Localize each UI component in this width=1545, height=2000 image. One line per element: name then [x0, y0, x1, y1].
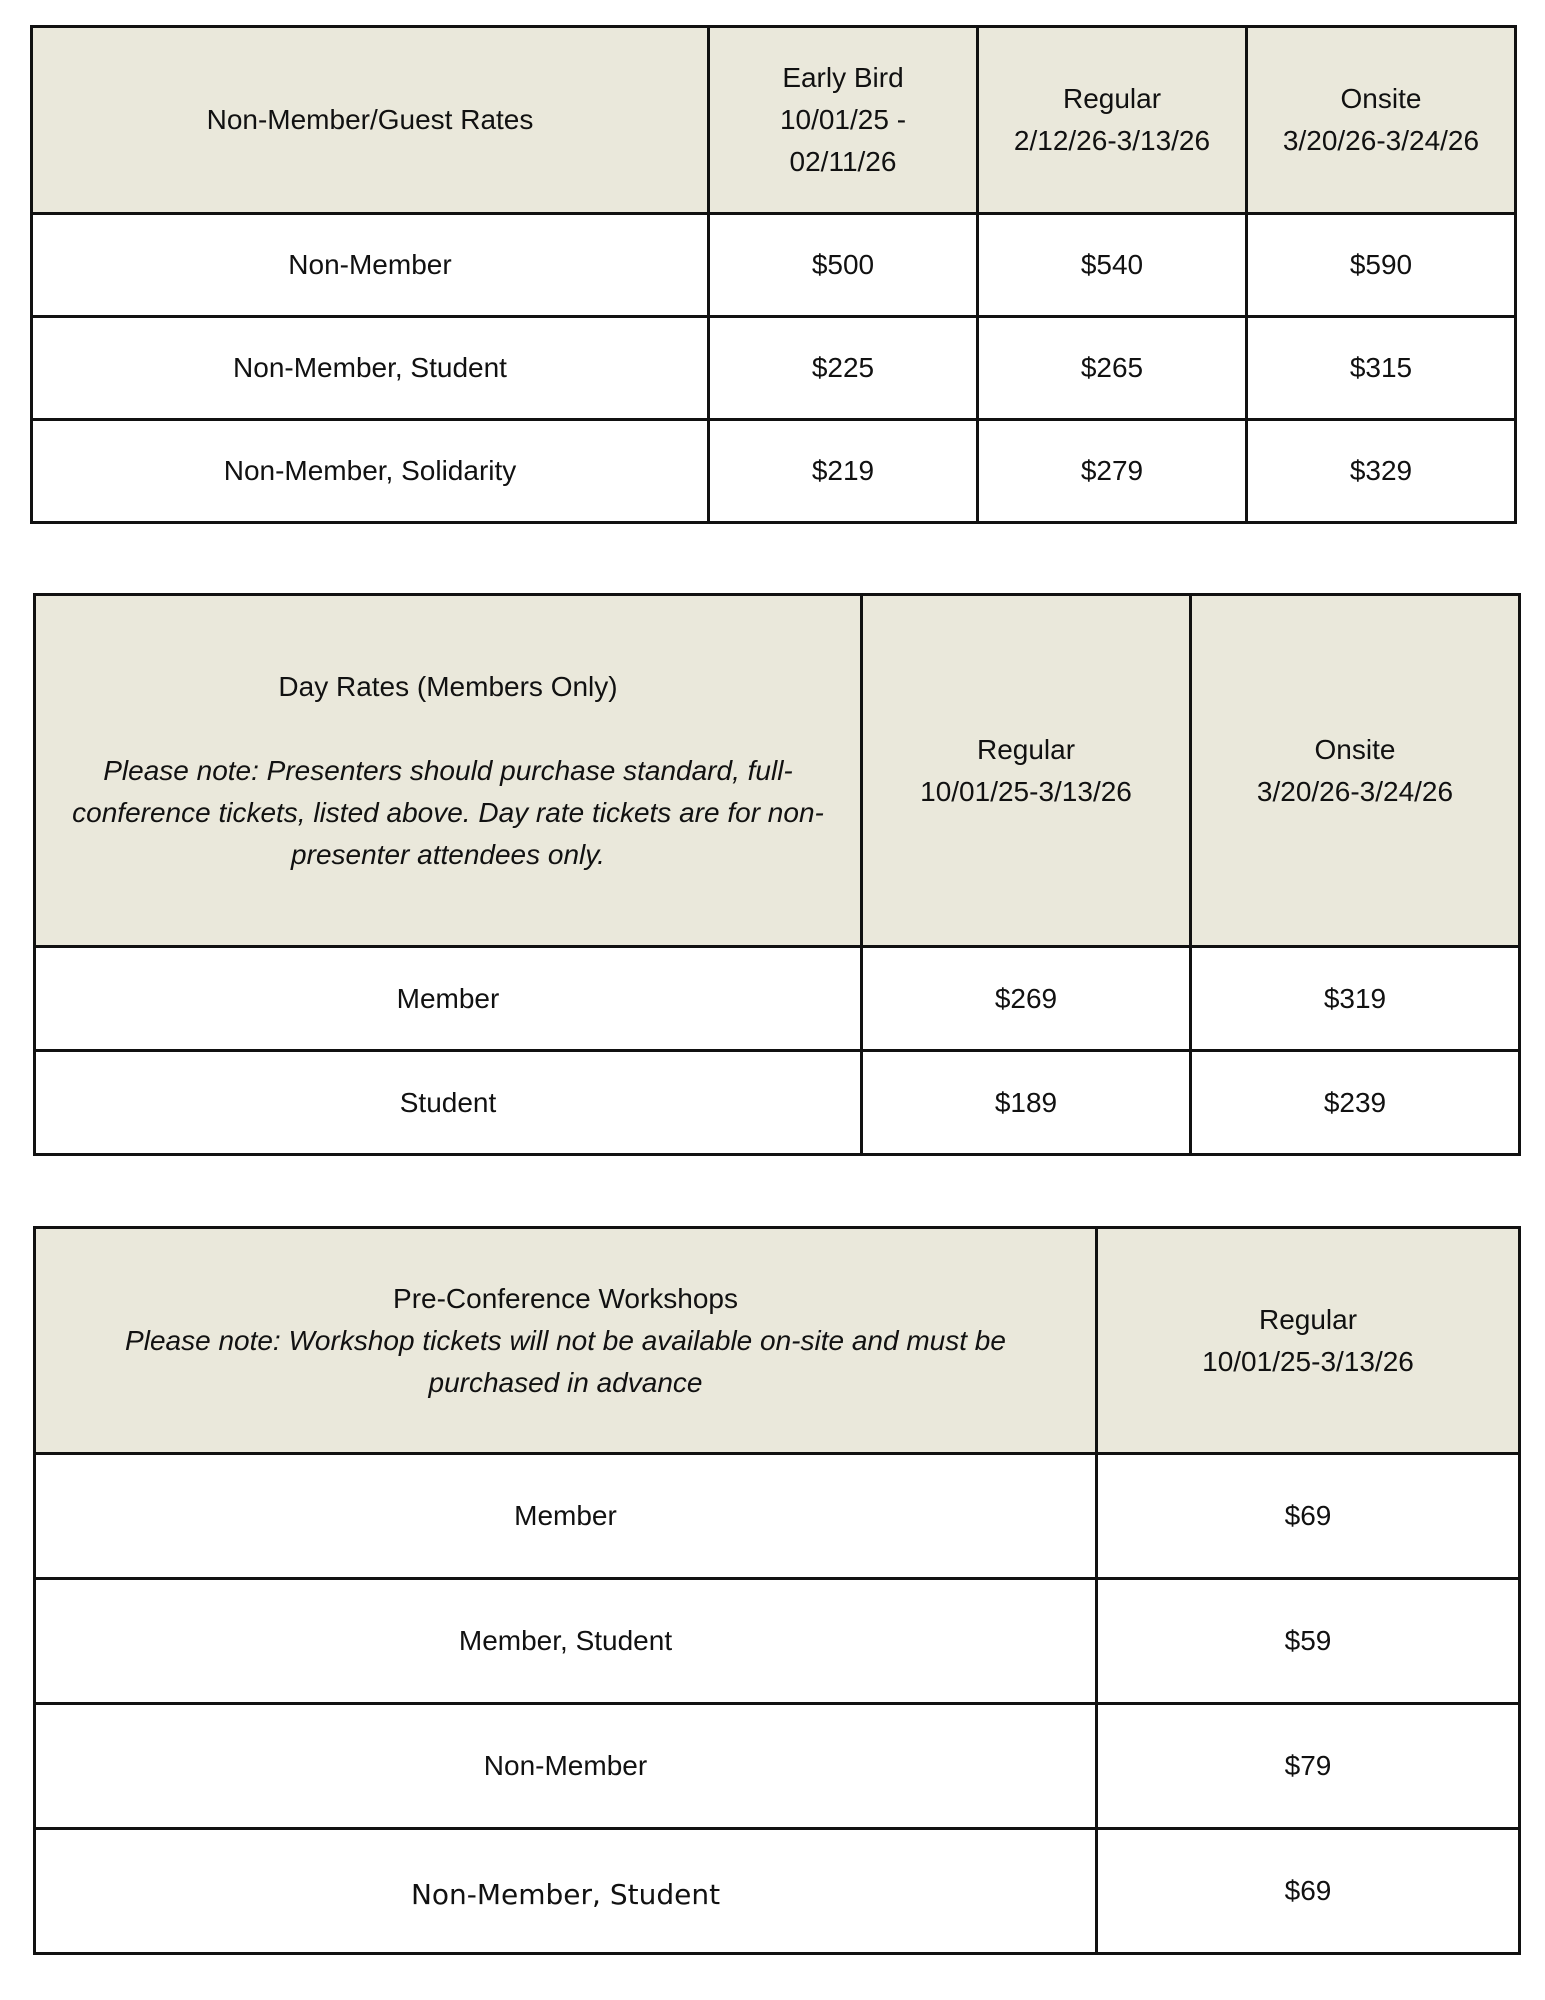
- workshop-rates-table: [33, 1226, 1521, 1955]
- header-regular: [978, 27, 1247, 214]
- header-line: 10/01/25-3/13/26: [920, 775, 1132, 807]
- price-cell: $269: [862, 947, 1191, 1051]
- header-regular: [862, 595, 1191, 947]
- table-header-row: [32, 27, 1516, 214]
- header-line: 02/11/26: [789, 146, 897, 177]
- header-title: Non-Member/Guest Rates: [32, 27, 709, 214]
- row-label: Member: [35, 947, 862, 1051]
- header-line: Regular: [1258, 1303, 1358, 1335]
- header-line: Early Bird: [782, 62, 904, 93]
- table-row: [35, 1579, 1520, 1704]
- header-line: Onsite: [1314, 733, 1396, 765]
- price-cell: $540: [978, 214, 1247, 317]
- row-label: Non-Member, Student: [32, 317, 709, 420]
- header-early-bird: [709, 27, 978, 214]
- header-line: 10/01/25-3/13/26: [1202, 1345, 1414, 1377]
- header-regular: [1097, 1228, 1520, 1454]
- row-label: Member, Student: [35, 1579, 1097, 1704]
- nonmember-rates-table: [30, 25, 1517, 524]
- price-cell: $239: [1191, 1051, 1520, 1155]
- price-cell: $590: [1247, 214, 1516, 317]
- price-cell: $69: [1097, 1454, 1520, 1579]
- price-cell: $219: [709, 420, 978, 523]
- table-row: [32, 317, 1516, 420]
- header-line: 3/20/26-3/24/26: [1282, 125, 1480, 156]
- price-cell: $500: [709, 214, 978, 317]
- header-line: Day Rates (Members Only): [278, 670, 618, 702]
- price-cell: $265: [978, 317, 1247, 420]
- header-line: Regular: [976, 733, 1076, 765]
- price-cell: $329: [1247, 420, 1516, 523]
- table-row: [35, 1454, 1520, 1579]
- row-label: Non-Member: [32, 214, 709, 317]
- header-title: [35, 595, 862, 947]
- price-cell: $189: [862, 1051, 1191, 1155]
- day-rates-table: [33, 593, 1521, 1156]
- header-line: Pre-Conference Workshops: [393, 1282, 738, 1314]
- price-cell: $319: [1191, 947, 1520, 1051]
- table-header-row: [35, 1228, 1520, 1454]
- table-row: [35, 1051, 1520, 1155]
- table-row: [32, 214, 1516, 317]
- table-row: [32, 420, 1516, 523]
- header-line: 3/20/26-3/24/26: [1256, 775, 1454, 807]
- header-line: Regular: [1062, 83, 1162, 114]
- price-cell: $225: [709, 317, 978, 420]
- header-line: 10/01/25 -: [779, 104, 907, 135]
- row-label: Student: [35, 1051, 862, 1155]
- row-label: Non-Member: [35, 1704, 1097, 1829]
- header-note: Please note: Presenters should purchase standard, full-conference tickets, listed above. Day rate tickets are for non-presenter attendees only.: [72, 754, 824, 870]
- header-line: 2/12/26-3/13/26: [1013, 125, 1211, 156]
- header-onsite: [1247, 27, 1516, 214]
- header-onsite: [1191, 595, 1520, 947]
- price-cell: $279: [978, 420, 1247, 523]
- price-cell: $315: [1247, 317, 1516, 420]
- header-title: [35, 1228, 1097, 1454]
- table-header-row: [35, 595, 1520, 947]
- table-row: [35, 1704, 1520, 1829]
- price-cell: $79: [1097, 1704, 1520, 1829]
- row-label: Member: [35, 1454, 1097, 1579]
- table-row: [35, 947, 1520, 1051]
- header-line: Onsite: [1340, 83, 1422, 114]
- row-label: Non-Member, Solidarity: [32, 420, 709, 523]
- header-note: Please note: Workshop tickets will not be available on-site and must be purchased in advance: [125, 1324, 1006, 1398]
- price-cell: $59: [1097, 1579, 1520, 1704]
- row-label: Non-Member, Student: [35, 1829, 1097, 1954]
- price-cell: $69: [1097, 1829, 1520, 1954]
- table-row: [35, 1829, 1520, 1954]
- spacer: [72, 708, 824, 750]
